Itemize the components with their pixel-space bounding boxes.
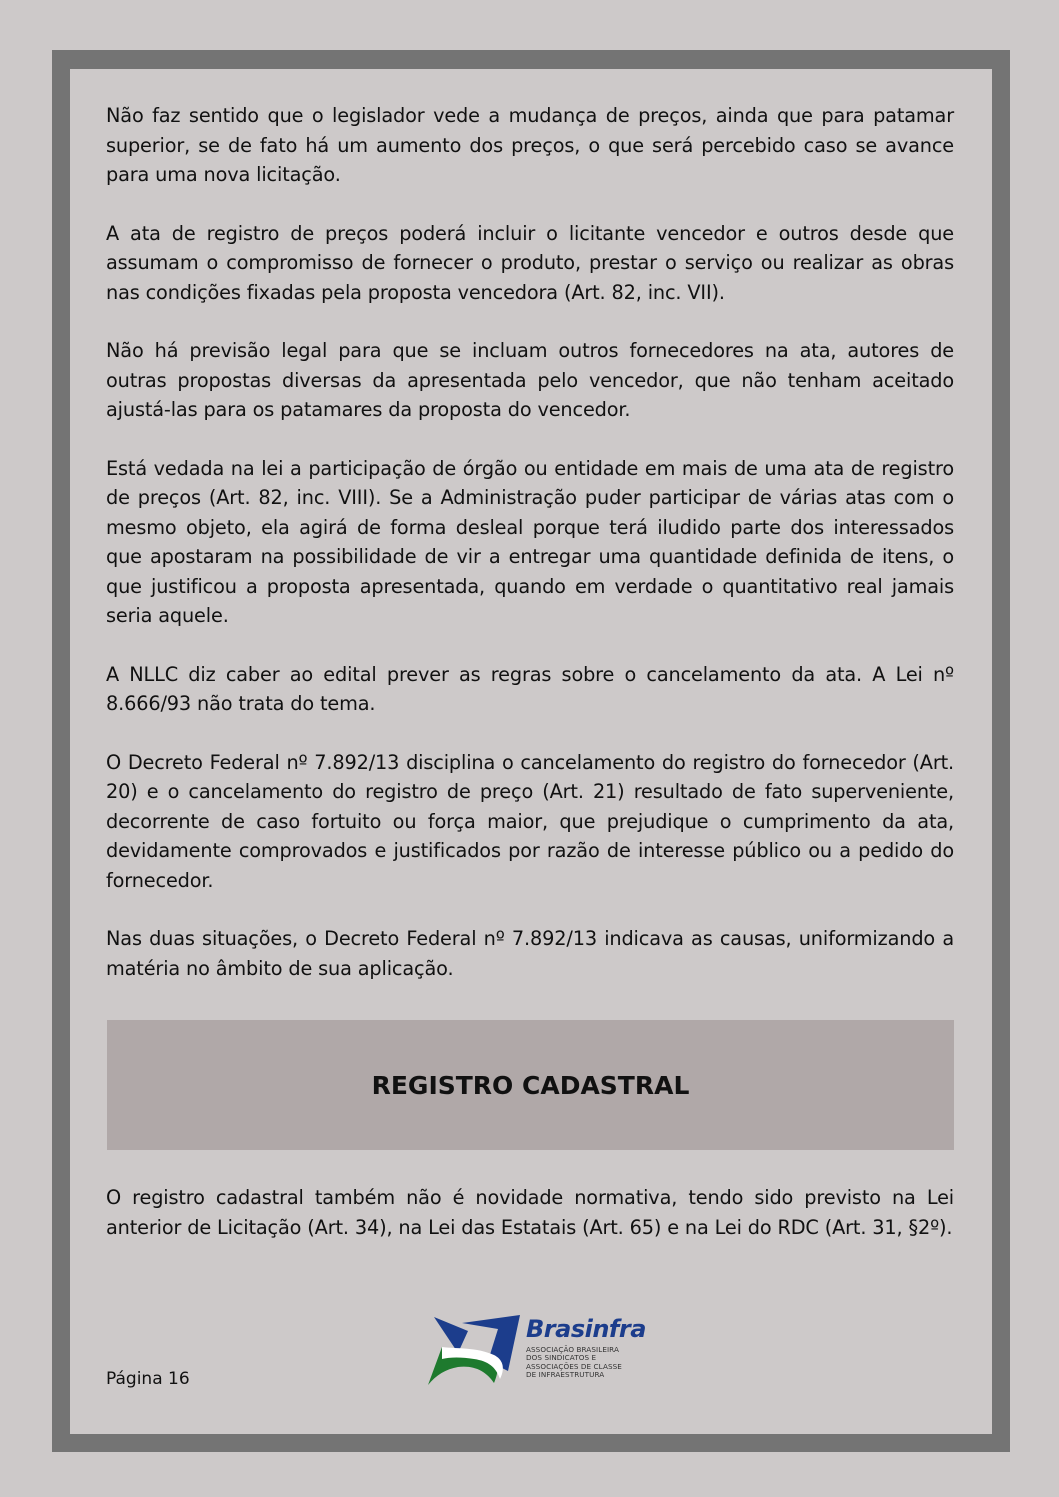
paragraph: O Decreto Federal nº 7.892/13 disciplina o cancelamento do registro do fornecedor (Art. 20) e o cancelamento do registro de preço (Art. 21) resultado de fato superveniente, decorrente de caso fortuito ou força maior, que prejudique o cumprimento da ata, devidamente comprovados e justificados por razão de interesse público ou a pedido do fornecedor. xyxy=(106,750,954,892)
paragraph: Não há previsão legal para que se incluam outros fornecedores na ata, autores de outras propostas diversas da apresentada pelo vencedor, que não tenham aceitado ajustá-las para os patamares da proposta do vencedor. xyxy=(106,339,954,421)
paragraph: A ata de registro de preços poderá incluir o licitante vencedor e outros desde que assumam o compromisso de fornecer o produto, prestar o serviço ou realizar as obras nas condições fixadas pela proposta vencedora (Art. 82, inc. VII). xyxy=(106,221,954,304)
section-heading-box xyxy=(107,1020,954,1150)
logo-tagline xyxy=(526,1346,622,1380)
brasinfra-logo xyxy=(428,1313,648,1388)
brasinfra-mark-icon xyxy=(428,1313,524,1385)
page-sheet xyxy=(70,69,992,1434)
section-body xyxy=(106,1183,954,1271)
body-text xyxy=(106,101,954,1012)
section-title: REGISTRO CADASTRAL xyxy=(371,1070,690,1100)
logo-tagline-line: DOS SINDICATOS E xyxy=(526,1353,597,1363)
paragraph: A NLLC diz caber ao edital prever as regras sobre o cancelamento da ata. A Lei nº 8.666/93 não trata do tema. xyxy=(106,662,954,715)
logo-tagline-line: ASSOCIAÇÕES DE CLASSE xyxy=(526,1361,622,1371)
logo-tagline-line: DE INFRAESTRUTURA xyxy=(526,1370,605,1380)
paragraph: O registro cadastral também não é novidade normativa, tendo sido previsto na Lei anterior de Licitação (Art. 34), na Lei das Estatais (Art. 65) e na Lei do RDC (Art. 31, §2º). xyxy=(106,1186,954,1239)
paragraph: Está vedada na lei a participação de órgão ou entidade em mais de uma ata de registro de preços (Art. 82, inc. VIII). Se a Administração puder participar de várias atas com o mesmo objeto, ela agirá de forma desleal porque terá iludido parte dos interessados que apostaram na possibilidade de vir a entregar uma quantidade definida de itens, o que justificou a proposta apresentada, quando em verdade o quantitativo real jamais seria aquele. xyxy=(106,456,954,627)
logo-wordmark: Brasinfra xyxy=(526,1315,646,1343)
paragraph: Nas duas situações, o Decreto Federal nº 7.892/13 indicava as causas, uniformizando a matéria no âmbito de sua aplicação. xyxy=(106,927,954,980)
logo-tagline-line: ASSOCIAÇÃO BRASILEIRA xyxy=(526,1345,619,1354)
paragraph: Não faz sentido que o legislador vede a mudança de preços, ainda que para patamar superior, se de fato há um aumento dos preços, o que será percebido caso se avance para uma nova licitação. xyxy=(106,104,954,186)
page-number: Página 16 xyxy=(106,1369,190,1389)
